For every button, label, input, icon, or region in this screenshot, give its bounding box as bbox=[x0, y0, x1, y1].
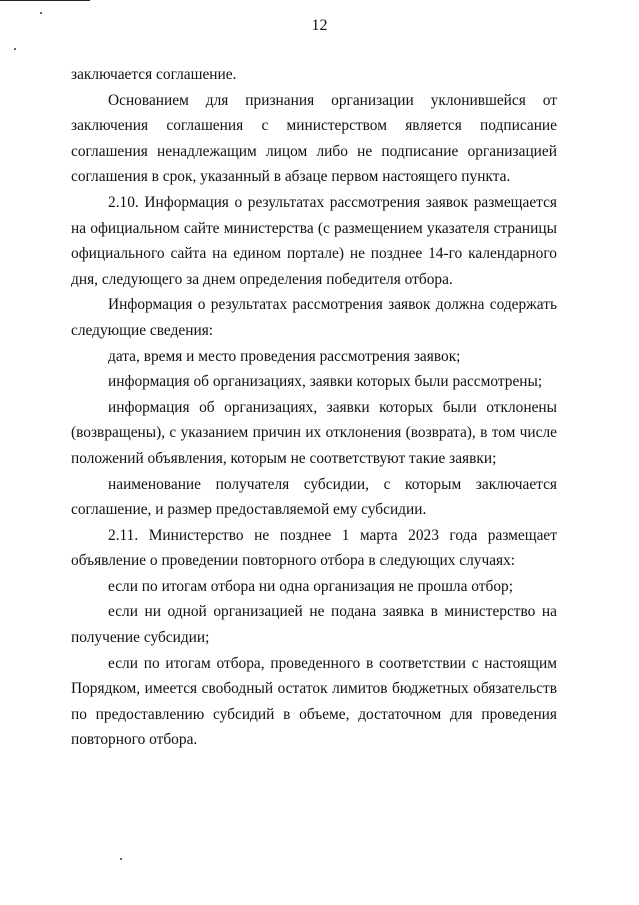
paragraph: если по итогам отбора ни одна организация не прошла отбор; bbox=[108, 577, 513, 595]
page-number: 12 bbox=[311, 17, 328, 34]
paragraph: Основанием для признания организации уклонившейся от заключения соглашения с министерством является подписание соглашения ненадлежащим лицом либо не подписание организацией соглашения в срок, указанный в абзаце первом настоящего пункта. bbox=[71, 91, 557, 186]
document-body bbox=[71, 62, 557, 753]
paragraph: 2.11. Министерство не позднее 1 марта 2023 года размещает объявление о проведении повторного отбора в следующих случаях: bbox=[71, 526, 557, 570]
scan-speck bbox=[14, 48, 16, 50]
scan-speck bbox=[120, 858, 122, 860]
paragraph: наименование получателя субсидии, с которым заключается соглашение, и размер предоставляемой ему субсидии. bbox=[71, 475, 557, 519]
paragraph: информация об организациях, заявки которых были рассмотрены; bbox=[108, 373, 543, 391]
paragraph: Информация о результатах рассмотрения заявок должна содержать следующие сведения: bbox=[71, 296, 557, 339]
paragraph: заключается соглашение. bbox=[71, 66, 237, 83]
scan-edge-mark bbox=[0, 0, 90, 1]
paragraph: информация об организациях, заявки которых были отклонены (возвращены), с указанием причин их отклонения (возврата), в том числе положений объявления, которым не соответствуют такие заявки; bbox=[71, 398, 557, 467]
scan-speck bbox=[40, 12, 42, 14]
paragraph: если по итогам отбора, проведенного в соответствии с настоящим Порядком, имеется свободный остаток лимитов бюджетных обязательств по предоставлению субсидий в объеме, достаточном для проведения повторного отбора. bbox=[71, 654, 557, 749]
paragraph: дата, время и место проведения рассмотрения заявок; bbox=[108, 347, 461, 365]
paragraph: 2.10. Информация о результатах рассмотрения заявок размещается на официальном сайте министерства (с размещением указателя страницы официального сайта на едином портале) не позднее 14-го календарного дня, следующего за днем определения победителя отбора. bbox=[71, 193, 557, 288]
paragraph: если ни одной организацией не подана заявка в министерство на получение субсидии; bbox=[71, 603, 557, 647]
